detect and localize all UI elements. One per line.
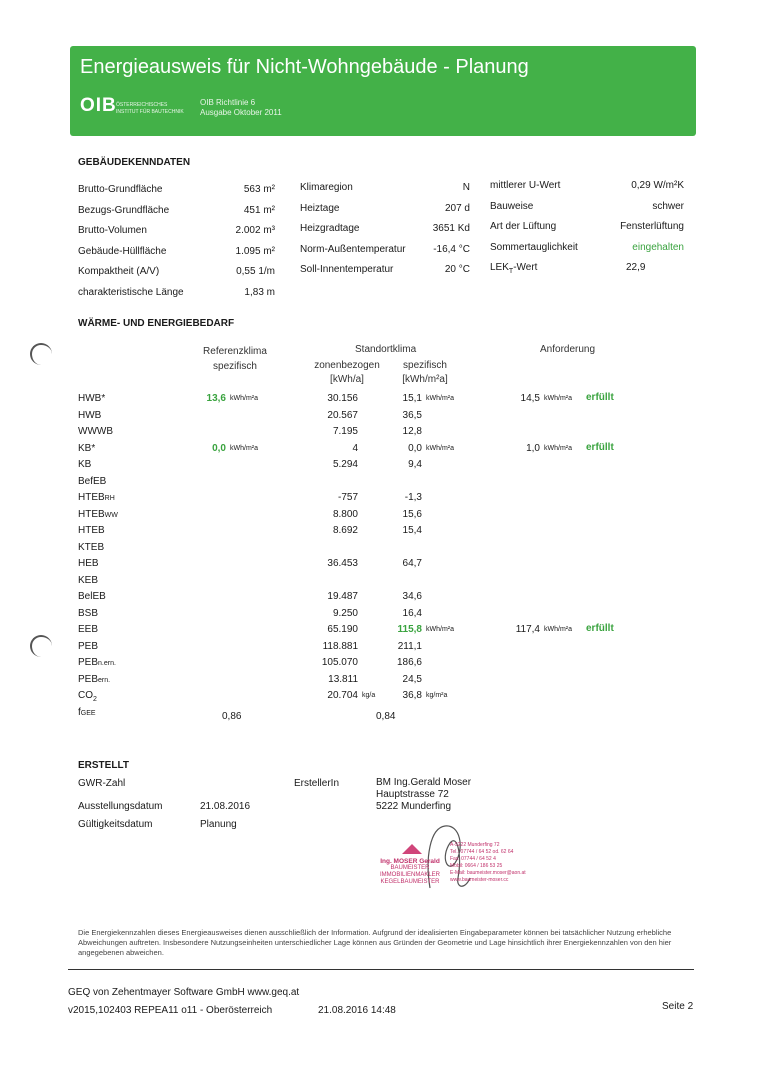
klima-label: Heiztage	[300, 202, 340, 214]
gueltigkeitsdatum-value: Planung	[200, 819, 237, 830]
klima-label: Klimaregion	[300, 182, 353, 193]
energy-row-label: HTEBRH	[78, 492, 115, 503]
company-stamp	[370, 818, 540, 898]
ausstellungsdatum-label: Ausstellungsdatum	[78, 801, 163, 812]
spez-unit: kWh/m²a	[426, 444, 454, 452]
klima-value: 3651 Kd	[432, 223, 470, 234]
stamp-left: Ing. MOSER Gerald BAUMEISTER IMMOBILIENMAKLER KEGELBAUMEISTER	[379, 858, 440, 885]
spez-value: 34,6	[402, 591, 422, 602]
anf-unit: kWh/m²a	[544, 626, 572, 633]
gwr-label: GWR-Zahl	[78, 778, 126, 789]
section-heading-gebaeude: GEBÄUDEKENNDATEN	[78, 157, 191, 168]
geb-label: Brutto-Volumen	[78, 225, 147, 236]
kenn-value: Fensterlüftung	[620, 221, 684, 232]
ersteller-address: BM Ing.Gerald Moser Hauptstrasse 72 5222 Munderfing	[376, 777, 472, 812]
gueltigkeitsdatum-label: Gültigkeitsdatum	[78, 819, 153, 830]
spez-value: 15,1	[402, 393, 422, 404]
energy-row-subscript: GEE	[80, 709, 96, 717]
page-title: Energieausweis für Nicht-Wohngebäude - Planung	[80, 56, 529, 78]
spez-value: 16,4	[402, 607, 422, 619]
geb-value: 451 m²	[243, 204, 275, 216]
energy-row-label: PEBn.ern.	[78, 657, 116, 668]
header-banner	[70, 46, 696, 136]
ref-unit: kWh/m²a	[230, 444, 258, 452]
section-heading-erstellt: ERSTELLT	[78, 760, 129, 771]
energy-row-label: PEBern.	[78, 673, 111, 685]
ref-value: 0,86	[222, 710, 242, 722]
stamp-right: A-5222 Munderfing 72 Tel.: 07744 / 64 52 od. 62 64 Fax: 07744 / 64 52 4 Mobil: 0664 / 186 53 25 E-Mail: baumeister.moser@aon.at www.baumeister-moser.cc	[450, 842, 526, 883]
energy-row-subscript: WW	[104, 511, 118, 519]
kenn-label: Art der Lüftung	[490, 221, 557, 232]
zon-value: 65.190	[327, 624, 358, 635]
spez-value: -1,3	[404, 492, 422, 503]
geb-value: 1.095 m²	[235, 245, 275, 257]
stamp-logo-icon	[402, 844, 422, 854]
kenn-value: eingehalten	[632, 241, 684, 253]
klima-value: N	[462, 182, 470, 193]
spez-value: 36,8	[402, 690, 422, 701]
anf-value: 14,5	[520, 393, 540, 404]
punch-hole-top	[30, 343, 52, 365]
geb-value: 0,55 1/m	[236, 266, 275, 277]
energy-row-label: KB*	[78, 442, 96, 454]
oib-guideline-info: OIB Richtlinie 6 Ausgabe Oktober 2011	[200, 98, 282, 117]
ref-unit: kWh/m²a	[230, 395, 258, 402]
kenn-value: 0,29 W/m²K	[631, 180, 684, 191]
kenn-value: 22,9	[626, 262, 646, 273]
klima-value: 207 d	[444, 202, 470, 214]
geb-label: Bezugs-Grundfläche	[78, 204, 170, 216]
spez-unit: kg/m²a	[426, 692, 448, 699]
klima-label: Soll-Innentemperatur	[300, 264, 394, 275]
energy-row-label: $CO_2$	[78, 690, 97, 703]
energy-row-label: WWWB	[78, 426, 113, 437]
spez-value: 186,6	[396, 657, 422, 668]
energy-row-label: fGEE	[78, 706, 96, 718]
spez-value: 64,7	[402, 558, 422, 569]
kenn-label: Sommertauglichkeit	[490, 241, 578, 253]
spez-unit: kWh/m²a	[426, 395, 454, 402]
zon-value: 20.567	[327, 409, 358, 421]
spez-value: 12,8	[402, 426, 422, 437]
spez-value: 36,5	[402, 409, 422, 421]
geb-value: 2.002 m³	[235, 225, 275, 236]
footer-divider	[68, 969, 694, 970]
energy-row-label: BelEB	[78, 591, 106, 602]
geb-value: 563 m²	[243, 184, 275, 195]
zon-value: 8.692	[332, 525, 358, 536]
energy-row-subscript: 2	[93, 696, 97, 703]
zon-value: 105.070	[321, 657, 358, 668]
energy-row-label: HWB	[78, 409, 102, 421]
header-spezifisch: spezifisch [kWh/m²a]	[402, 360, 448, 385]
energy-row-subscript: n.ern.	[98, 660, 116, 667]
zon-unit: kg/a	[362, 692, 376, 699]
zon-value: 19.487	[327, 591, 358, 602]
klima-value: -16,4 °C	[433, 243, 470, 255]
energy-row-subscript: RH	[104, 495, 115, 502]
klima-label: Norm-Außentemperatur	[300, 243, 406, 255]
energy-row-label: KTEB	[78, 541, 105, 553]
geb-label: Gebäude-Hüllfläche	[78, 245, 167, 257]
spez-value: 0,0	[408, 442, 422, 454]
kenn-value: schwer	[652, 200, 684, 212]
klima-value: 20 °C	[444, 264, 470, 275]
zon-value: 7.195	[332, 426, 358, 437]
erstellerin-label: ErstellerIn	[294, 778, 340, 789]
geb-label: Brutto-Grundfläche	[78, 184, 163, 195]
kenn-label: $LEK_T$-Wert	[490, 262, 538, 275]
kenn-label: Bauweise	[490, 200, 534, 212]
kenn-label: mittlerer U-Wert	[490, 180, 561, 191]
erfuellt-badge: erfüllt	[586, 441, 614, 453]
spez-value: 15,6	[402, 508, 422, 520]
spez-value: 0,84	[376, 710, 396, 722]
disclaimer-text: Die Energiekennzahlen dieses Energieausweises dienen ausschließlich der Information. Aufgrund der idealisierten Eingabeparameter können bei tatsächlicher Nutzung erhebliche Abweichungen auftreten. Insbesondere Nutzungseinheiten unterschiedlicher Lage können aus Gründen der Geometrie und Lage hinsichtlich ihrer Energiekennzahlen von den hier angegebenen abweichen.	[78, 928, 672, 957]
zon-value: 30.156	[327, 393, 358, 404]
header-zonenbezogen: zonenbezogen [kWh/a]	[314, 360, 380, 385]
section-heading-waerme: WÄRME- UND ENERGIEBEDARF	[78, 318, 235, 329]
footer-version: v2015,102403 REPEA11 o11 - Oberösterreich	[68, 1005, 273, 1016]
erfuellt-badge: erfüllt	[586, 623, 614, 634]
energy-row-label: BSB	[78, 607, 99, 619]
anf-unit: kWh/m²a	[544, 395, 572, 402]
spez-value: 115,8	[397, 624, 422, 635]
energy-row-label: EEB	[78, 624, 99, 635]
energy-row-label: KEB	[78, 574, 99, 586]
punch-hole-bottom	[30, 635, 52, 657]
anf-value: 117,4	[515, 624, 540, 635]
geb-label: charakteristische Länge	[78, 286, 184, 298]
zon-value: 20.704	[327, 690, 358, 701]
klima-label: Heizgradtage	[300, 223, 360, 234]
geb-label: Kompaktheit (A/V)	[78, 266, 160, 277]
zon-value: 36.453	[327, 558, 358, 569]
footer-datetime: 21.08.2016 14:48	[318, 1005, 396, 1016]
energy-row-label: HEB	[78, 558, 99, 569]
ref-value: 13,6	[206, 393, 226, 404]
energy-row-label: HTEB	[78, 525, 105, 536]
energy-row-label: KB	[78, 459, 92, 470]
zon-value: 4	[352, 442, 358, 454]
footer-software: GEQ von Zehentmayer Software GmbH www.geq.at	[68, 987, 300, 998]
zon-value: -757	[337, 492, 358, 503]
anf-value: 1,0	[526, 442, 540, 454]
geb-value: 1,83 m	[244, 286, 275, 298]
zon-value: 5.294	[332, 459, 358, 470]
spez-unit: kWh/m²a	[426, 626, 454, 633]
header-referenzklima: Referenzklima spezifisch	[203, 346, 267, 372]
ref-value: 0,0	[212, 442, 226, 454]
oib-logo: OIB	[80, 95, 117, 116]
ausstellungsdatum-value: 21.08.2016	[200, 801, 251, 812]
spez-value: 9,4	[408, 459, 422, 470]
header-anforderung: Anforderung	[540, 344, 596, 355]
zon-value: 13.811	[328, 673, 358, 685]
spez-value: 24,5	[402, 673, 422, 685]
erfuellt-badge: erfüllt	[586, 392, 614, 403]
anf-unit: kWh/m²a	[544, 444, 572, 452]
energy-row-label: BefEB	[78, 475, 107, 487]
zon-value: 8.800	[332, 508, 358, 520]
oib-logo-subtitle: ÖSTERREICHISCHES INSTITUT FÜR BAUTECHNIK	[116, 102, 184, 115]
zon-value: 9.250	[332, 607, 358, 619]
header-standortklima: Standortklima	[355, 344, 417, 355]
footer-page: Seite 2	[662, 1001, 694, 1012]
energy-row-label: HWB*	[78, 393, 106, 404]
zon-value: 118.881	[322, 640, 358, 652]
spez-value: 211,1	[397, 640, 422, 652]
energy-row-label: HTEBWW	[78, 508, 118, 520]
spez-value: 15,4	[402, 525, 422, 536]
energy-row-label: PEB	[78, 640, 99, 652]
energy-row-subscript: ern.	[98, 676, 111, 684]
